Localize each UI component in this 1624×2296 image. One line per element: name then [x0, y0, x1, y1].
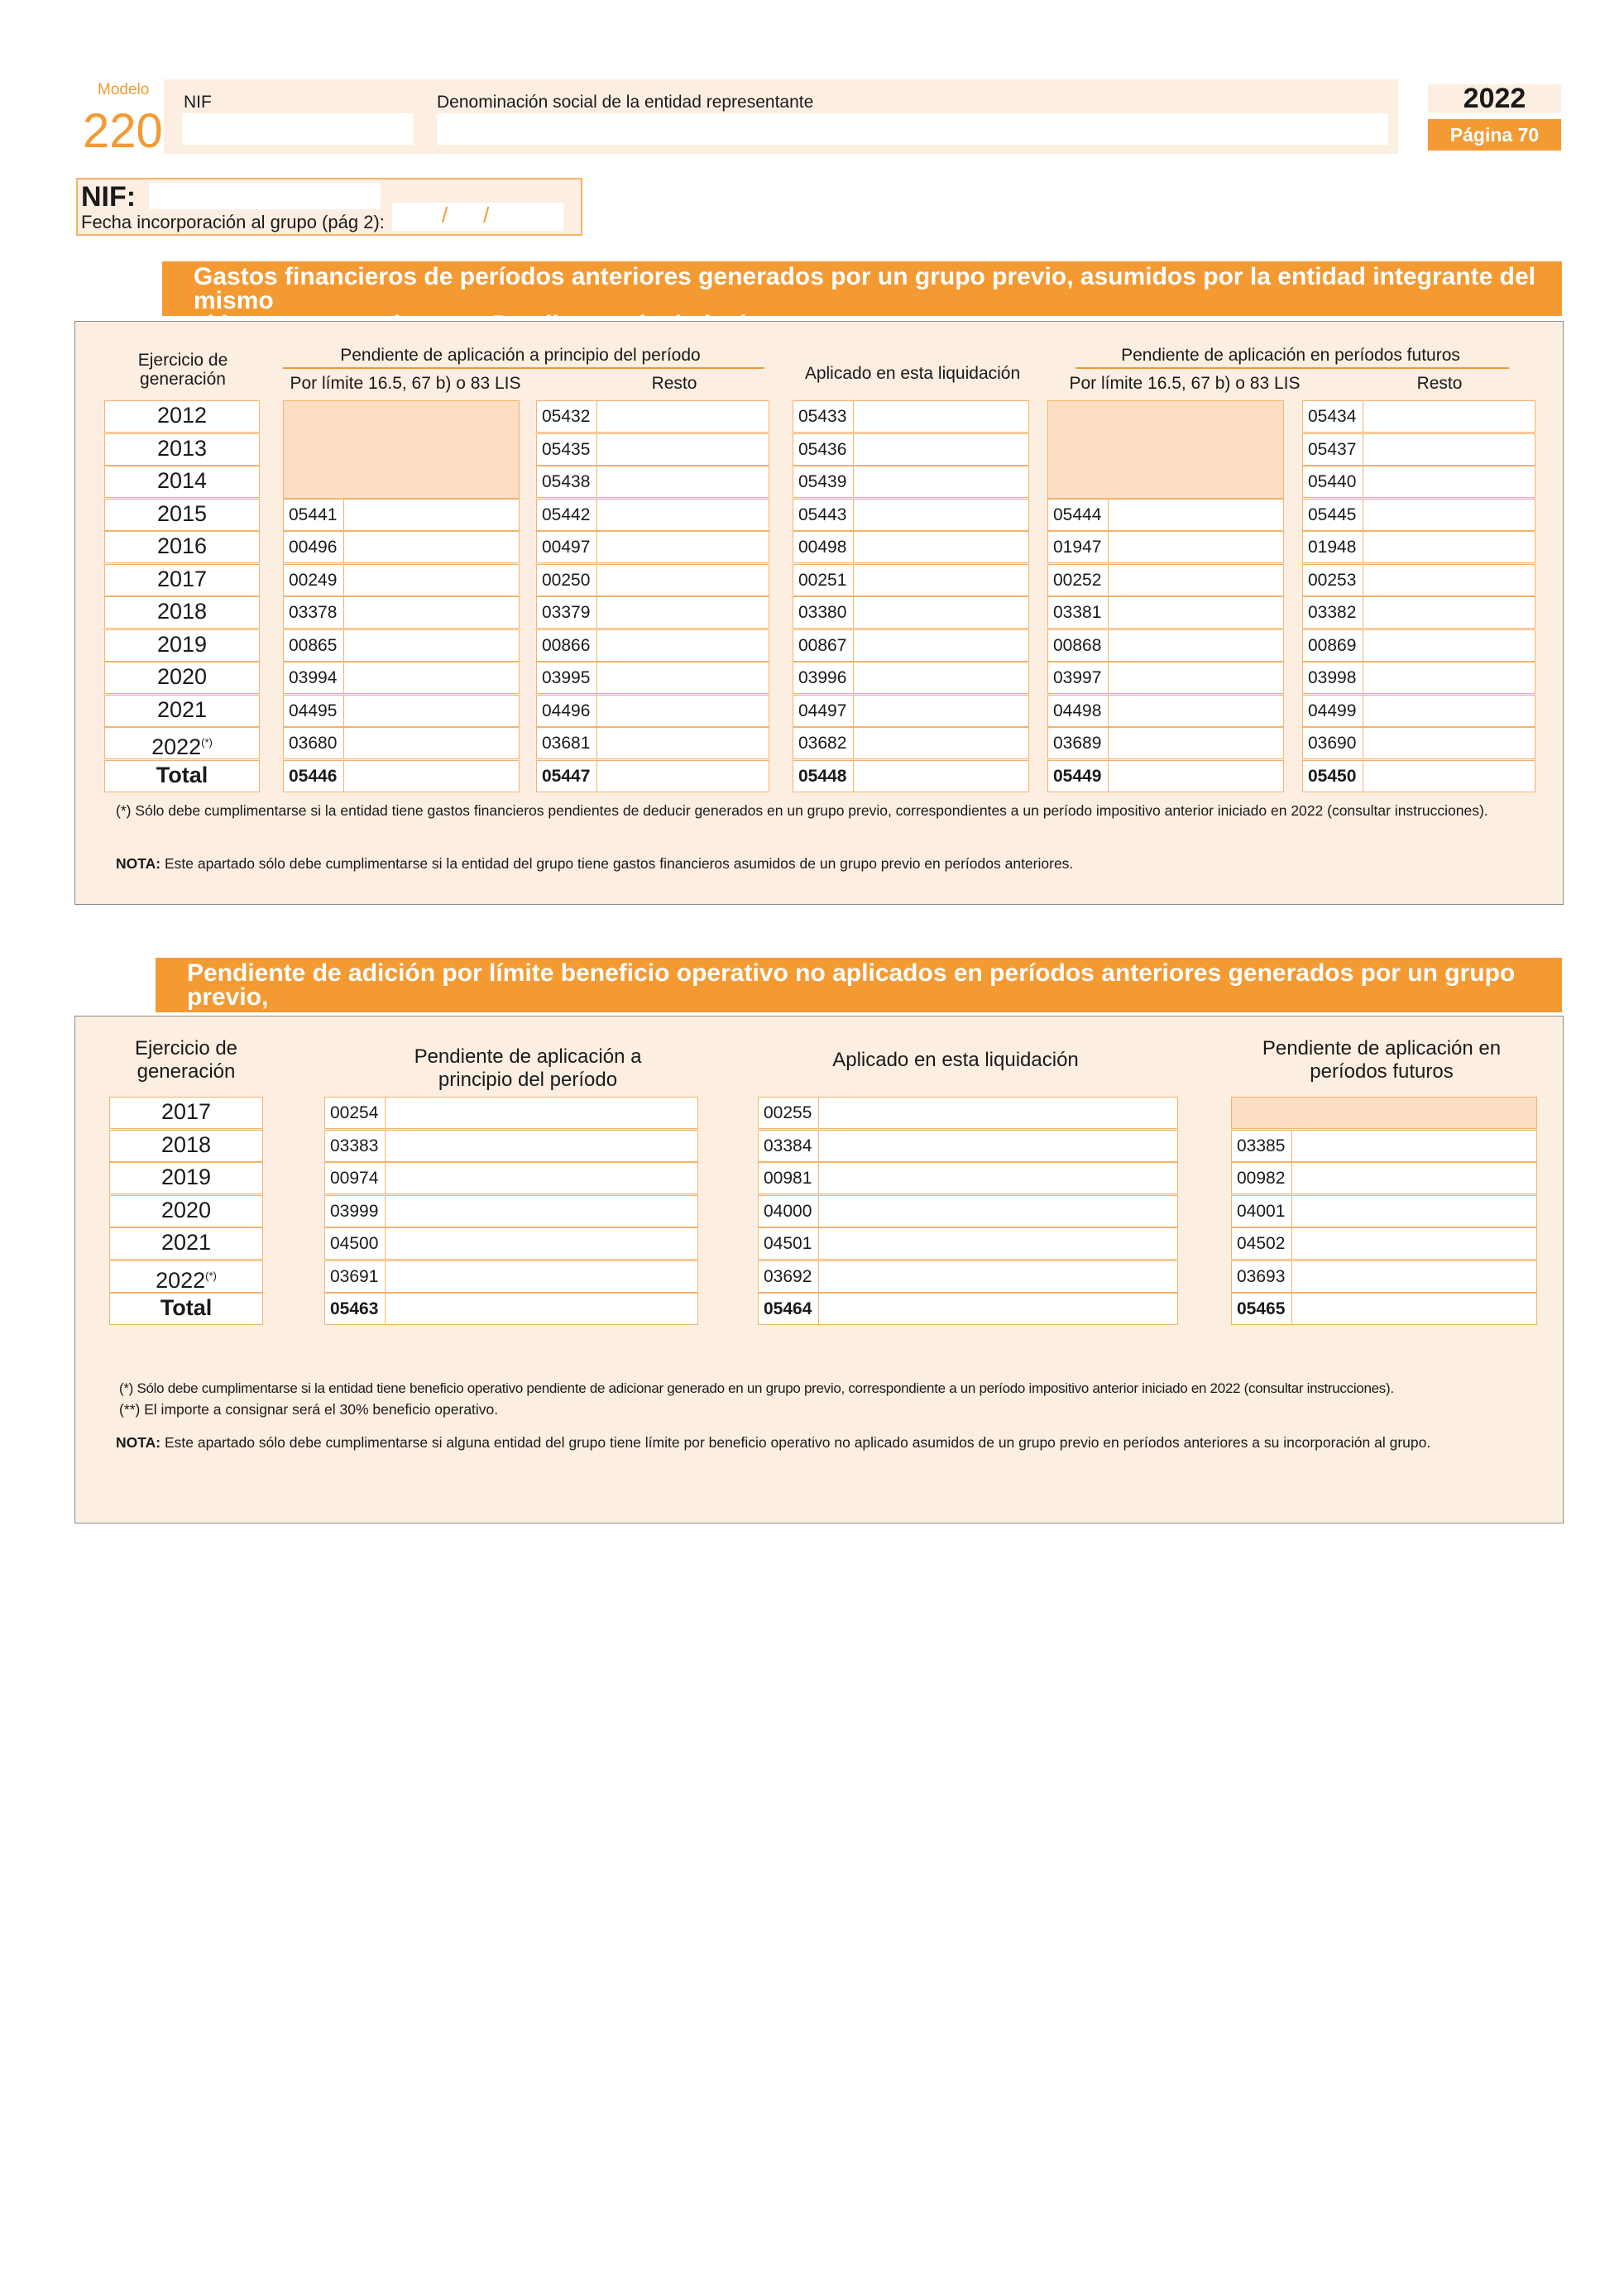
year-label	[104, 596, 260, 629]
field-code: 03378	[289, 603, 338, 622]
field-separator	[385, 1228, 386, 1259]
field-code: 00496	[289, 538, 338, 557]
field-separator	[853, 597, 854, 628]
amount-field[interactable]	[536, 433, 769, 466]
field-code: 05432	[542, 407, 591, 426]
amount-field[interactable]	[324, 1162, 698, 1194]
field-code: 00498	[798, 538, 847, 557]
field-separator	[818, 1098, 819, 1128]
year-text: 2022	[151, 734, 202, 759]
year-text: 2021	[156, 697, 208, 722]
field-code: 04502	[1237, 1234, 1286, 1253]
year-text: 2015	[156, 501, 208, 526]
field-code: 05445	[1308, 505, 1357, 524]
field-code: 03383	[330, 1136, 379, 1155]
field-code: 05463	[330, 1299, 379, 1318]
nif-input[interactable]	[182, 113, 414, 145]
date-sep: /	[442, 203, 448, 227]
field-separator	[1291, 1261, 1292, 1292]
amount-field[interactable]	[1231, 1162, 1537, 1194]
amount-field[interactable]	[793, 531, 1029, 563]
field-separator	[818, 1163, 819, 1193]
total-label	[109, 1293, 263, 1325]
s2-nota-text: Este apartado sólo debe cumplimentarse si alguna entidad del grupo tiene límite por beneficio operativo no aplicado asumidos de un grupo previo en períodos anteriores a su incorporación al grupo.	[160, 1434, 1431, 1451]
amount-field[interactable]	[793, 499, 1029, 531]
amount-field[interactable]	[283, 662, 520, 694]
field-separator	[853, 532, 854, 562]
field-code: 05440	[1308, 472, 1357, 491]
amount-field[interactable]	[536, 466, 769, 498]
s1-group2-sub2: Resto	[1416, 374, 1463, 393]
year-label	[104, 695, 260, 727]
field-separator	[853, 401, 854, 432]
field-code: 05448	[798, 767, 847, 786]
amount-field[interactable]	[1302, 596, 1535, 629]
amount-field[interactable]	[1302, 531, 1535, 563]
nif-box-label: NIF:	[81, 181, 137, 213]
year-text: 2016	[156, 533, 208, 558]
amount-field[interactable]	[793, 695, 1029, 727]
field-separator	[1108, 662, 1109, 693]
amount-field[interactable]	[1047, 727, 1284, 759]
field-code: 03995	[542, 668, 591, 687]
amount-field[interactable]	[1047, 760, 1284, 792]
field-code: 03998	[1308, 668, 1357, 687]
year-label	[104, 466, 260, 498]
field-code: 05465	[1237, 1299, 1286, 1318]
field-code: 05434	[1308, 407, 1357, 426]
fecha-label: Fecha incorporación al grupo (pág 2):	[81, 212, 385, 232]
amount-field[interactable]	[283, 596, 520, 629]
field-code: 04000	[764, 1202, 812, 1221]
amount-field[interactable]	[324, 1195, 698, 1227]
field-separator	[818, 1294, 819, 1324]
section1-title	[162, 261, 1562, 316]
field-separator	[385, 1131, 386, 1161]
amount-field[interactable]	[1047, 629, 1284, 662]
amount-field[interactable]	[1302, 662, 1535, 694]
s1-group1-sub2: Resto	[651, 374, 697, 393]
field-code: 05435	[542, 440, 591, 459]
field-code: 00253	[1308, 571, 1357, 590]
field-separator	[343, 500, 344, 530]
s2-col2: Aplicado en esta liquidación	[832, 1049, 1079, 1071]
s2-note1: (*) Sólo debe cumplimentarse si la entidad tiene beneficio operativo pendiente de adicionar generado en un grupo previo, correspondiente a un período impositivo anterior iniciado en 2022 (consultar instrucciones).	[119, 1380, 1394, 1396]
footnote-mark: (*)	[201, 736, 213, 749]
field-code: 04500	[330, 1234, 379, 1253]
amount-field[interactable]	[283, 629, 520, 662]
field-code: 03691	[330, 1267, 379, 1286]
amount-field[interactable]	[1047, 596, 1284, 629]
field-separator	[596, 565, 597, 596]
field-code: 05443	[798, 505, 847, 524]
field-separator	[343, 630, 344, 661]
field-separator	[1108, 728, 1109, 758]
field-code: 03680	[289, 734, 338, 753]
field-code: 05441	[289, 505, 338, 524]
disabled-area	[1047, 400, 1284, 499]
field-code: 00982	[1237, 1169, 1286, 1188]
amount-field[interactable]	[1302, 433, 1535, 466]
field-separator	[343, 597, 344, 628]
field-code: 03379	[542, 603, 591, 622]
disabled-area	[1231, 1097, 1537, 1129]
amount-field[interactable]	[793, 760, 1029, 792]
amount-field[interactable]	[758, 1130, 1178, 1162]
field-code: 05442	[542, 505, 591, 524]
modelo-label: Modelo	[98, 81, 150, 98]
field-code: 04498	[1053, 701, 1102, 720]
s2-col-ejercicio: Ejercicio de generación	[134, 1037, 238, 1083]
field-code: 01947	[1053, 538, 1102, 557]
year-label	[109, 1162, 263, 1194]
field-code: 03999	[330, 1202, 379, 1221]
field-separator	[596, 761, 597, 792]
field-separator	[1108, 696, 1109, 726]
field-separator	[343, 565, 344, 596]
amount-field[interactable]	[758, 1227, 1178, 1260]
s1-group2-sub1: Por límite 16.5, 67 b) o 83 LIS	[1069, 374, 1301, 393]
s1-group1-header: Pendiente de aplicación a principio del período	[340, 346, 701, 365]
amount-field[interactable]	[793, 727, 1029, 759]
denominacion-label: Denominación social de la entidad representante	[437, 93, 814, 112]
date-sep: /	[483, 203, 490, 227]
field-separator	[818, 1228, 819, 1259]
amount-field[interactable]	[758, 1195, 1178, 1227]
field-code: 00252	[1053, 571, 1102, 590]
amount-field[interactable]	[1302, 564, 1535, 596]
field-code: 00250	[542, 571, 591, 590]
amount-field[interactable]	[1231, 1130, 1537, 1162]
field-code: 05449	[1053, 767, 1102, 786]
amount-field[interactable]	[793, 596, 1029, 629]
field-separator	[1291, 1131, 1292, 1161]
year-text: 2020	[160, 1198, 212, 1222]
field-code: 03382	[1308, 603, 1357, 622]
field-separator	[1291, 1163, 1292, 1193]
field-separator	[385, 1098, 386, 1128]
field-separator	[853, 761, 854, 792]
field-separator	[853, 565, 854, 596]
amount-field[interactable]	[793, 662, 1029, 694]
nif-label: NIF	[184, 93, 212, 112]
footnote-mark: (*)	[205, 1270, 217, 1282]
total-label	[104, 760, 260, 792]
amount-field[interactable]	[793, 629, 1029, 662]
modelo-number: 220	[83, 104, 163, 158]
s1-nota	[116, 854, 1539, 874]
field-code: 03385	[1237, 1136, 1286, 1155]
field-code: 05464	[764, 1299, 812, 1318]
field-code: 05439	[798, 472, 847, 491]
field-code: 00251	[798, 571, 847, 590]
year-label: 2022	[1428, 84, 1561, 112]
field-code: 03690	[1308, 734, 1357, 753]
field-code: 00869	[1308, 636, 1357, 655]
section2-title	[156, 958, 1562, 1012]
amount-field[interactable]	[1047, 499, 1284, 531]
field-separator	[853, 466, 854, 497]
field-separator	[596, 728, 597, 758]
field-code: 00974	[330, 1169, 379, 1188]
field-code: 00867	[798, 636, 847, 655]
amount-field[interactable]	[1302, 466, 1535, 498]
field-code: 04496	[542, 701, 591, 720]
field-code: 05438	[542, 472, 591, 491]
field-separator	[1108, 565, 1109, 596]
year-text: 2013	[156, 436, 208, 461]
field-separator	[1108, 761, 1109, 792]
amount-field[interactable]	[1302, 760, 1535, 792]
field-separator	[343, 761, 344, 792]
field-code: 03384	[764, 1136, 812, 1155]
field-code: 04001	[1237, 1202, 1286, 1221]
amount-field[interactable]	[324, 1097, 698, 1129]
field-separator	[818, 1261, 819, 1292]
s2-col3: Pendiente de aplicación en períodos futuros	[1262, 1037, 1502, 1083]
section2-title-line1: Pendiente de adición por límite beneficio operativo no aplicados en períodos anteriores generados por un grupo previo,	[187, 959, 1516, 1011]
amount-field[interactable]	[1302, 499, 1535, 531]
fecha-input[interactable]	[392, 203, 563, 231]
year-label	[109, 1195, 263, 1227]
header-box	[164, 79, 1398, 154]
s1-group2-line	[1075, 367, 1509, 369]
field-code: 03997	[1053, 668, 1102, 687]
field-separator	[853, 434, 854, 465]
field-separator	[853, 630, 854, 661]
field-separator	[1291, 1228, 1292, 1259]
field-separator	[385, 1294, 386, 1324]
year-text: Total	[160, 1295, 213, 1320]
year-text: 2017	[160, 1099, 212, 1124]
field-separator	[596, 696, 597, 726]
amount-field[interactable]	[536, 499, 769, 531]
field-code: 03380	[798, 603, 847, 622]
amount-field[interactable]	[758, 1162, 1178, 1194]
amount-field[interactable]	[1302, 727, 1535, 759]
year-label	[109, 1130, 263, 1162]
field-separator	[596, 466, 597, 497]
amount-field[interactable]	[283, 499, 520, 531]
amount-field[interactable]	[1231, 1227, 1537, 1260]
field-code: 00865	[289, 636, 338, 655]
amount-field[interactable]	[283, 727, 520, 759]
field-separator	[596, 662, 597, 693]
amount-field[interactable]	[793, 400, 1029, 433]
field-code: 05436	[798, 440, 847, 459]
amount-field[interactable]	[793, 466, 1029, 498]
amount-field[interactable]	[1231, 1260, 1537, 1293]
amount-field[interactable]	[536, 662, 769, 694]
year-label	[109, 1227, 263, 1260]
s1-note1: (*) Sólo debe cumplimentarse si la entidad tiene gastos financieros pendientes de deducir generados en un grupo previo, correspondientes a un período impositivo anterior iniciado en 2022 (consultar instrucciones).	[116, 802, 1488, 819]
amount-field[interactable]	[1231, 1195, 1537, 1227]
field-separator	[596, 532, 597, 562]
field-separator	[596, 401, 597, 432]
year-label	[109, 1097, 263, 1129]
year-text: 2017	[156, 567, 208, 591]
field-separator	[343, 662, 344, 693]
field-code: 05437	[1308, 440, 1357, 459]
field-separator	[1108, 630, 1109, 661]
s1-col-aplicado: Aplicado en esta liquidación	[804, 364, 1021, 383]
year-label	[104, 662, 260, 694]
field-code: 00868	[1053, 636, 1102, 655]
field-code: 03996	[798, 668, 847, 687]
year-label	[104, 727, 260, 759]
amount-field[interactable]	[1047, 662, 1284, 694]
amount-field[interactable]	[793, 433, 1029, 466]
amount-field[interactable]	[283, 564, 520, 596]
year-label	[104, 629, 260, 662]
amount-field[interactable]	[536, 400, 769, 433]
field-code: 04495	[289, 701, 338, 720]
field-code: 05433	[798, 407, 847, 426]
amount-field[interactable]	[283, 531, 520, 563]
field-code: 00866	[542, 636, 591, 655]
field-code: 03692	[764, 1267, 812, 1286]
field-code: 03994	[289, 668, 338, 687]
field-separator	[853, 696, 854, 726]
year-text: 2019	[160, 1165, 212, 1189]
field-separator	[596, 500, 597, 530]
field-separator	[1291, 1196, 1292, 1227]
field-code: 00497	[542, 538, 591, 557]
field-separator	[596, 434, 597, 465]
amount-field[interactable]	[758, 1293, 1178, 1325]
field-code: 00255	[764, 1103, 812, 1122]
denominacion-input[interactable]	[437, 113, 1388, 145]
field-code: 04501	[764, 1234, 812, 1253]
field-separator	[343, 532, 344, 562]
s2-nota-label: NOTA:	[116, 1434, 161, 1451]
amount-field[interactable]	[324, 1227, 698, 1260]
field-separator	[385, 1261, 386, 1292]
year-label	[109, 1260, 263, 1293]
field-code: 01948	[1308, 538, 1357, 557]
amount-field[interactable]	[1231, 1293, 1537, 1325]
field-separator	[818, 1131, 819, 1161]
amount-field[interactable]	[1047, 564, 1284, 596]
page-label: Página 70 NIF2	[1428, 119, 1561, 151]
amount-field[interactable]	[536, 695, 769, 727]
field-separator	[385, 1163, 386, 1193]
amount-field[interactable]	[536, 531, 769, 563]
amount-field[interactable]	[536, 596, 769, 629]
field-separator	[385, 1196, 386, 1227]
amount-field[interactable]	[324, 1293, 698, 1325]
amount-field[interactable]	[1302, 695, 1535, 727]
year-text: 2021	[160, 1230, 212, 1255]
field-separator	[1108, 597, 1109, 628]
field-code: 00981	[764, 1169, 812, 1188]
year-text: 2020	[156, 664, 208, 689]
field-separator	[1108, 532, 1109, 562]
s1-col-ejercicio: Ejercicio de generación	[137, 351, 228, 389]
s2-note2: (**) El importe a consignar será el 30% beneficio operativo.	[119, 1401, 499, 1418]
amount-field[interactable]	[793, 564, 1029, 596]
field-separator	[1108, 500, 1109, 530]
field-separator	[853, 500, 854, 530]
year-text: 2018	[160, 1132, 212, 1157]
year-label	[104, 400, 260, 433]
year-label	[104, 499, 260, 531]
year-text: 2018	[156, 599, 208, 624]
s1-nota-text: Este apartado sólo debe cumplimentarse si la entidad del grupo tiene gastos financieros asumidos de un grupo previo en períodos anteriores.	[160, 855, 1074, 872]
amount-field[interactable]	[324, 1260, 698, 1293]
year-text: 2019	[156, 632, 208, 657]
amount-field[interactable]	[324, 1130, 698, 1162]
s1-nota-label: NOTA:	[116, 855, 161, 872]
amount-field[interactable]	[536, 727, 769, 759]
s1-group1-line	[283, 367, 764, 369]
nif-box-input[interactable]	[149, 183, 381, 209]
amount-field[interactable]	[1047, 695, 1284, 727]
s2-col1: Pendiente de aplicación a principio del período	[414, 1045, 642, 1091]
amount-field[interactable]	[1302, 629, 1535, 662]
amount-field[interactable]	[1047, 531, 1284, 563]
field-code: 03693	[1237, 1267, 1286, 1286]
amount-field[interactable]	[536, 760, 769, 792]
field-separator	[343, 696, 344, 726]
field-code: 04499	[1308, 701, 1357, 720]
amount-field[interactable]	[283, 695, 520, 727]
field-code: 05447	[542, 767, 591, 786]
field-separator	[818, 1196, 819, 1227]
section1-title-line1: Gastos financieros de períodos anteriores generados por un grupo previo, asumidos por la entidad integrante del mismo	[194, 263, 1535, 314]
year-text: 2014	[156, 468, 208, 493]
year-text: 2022	[156, 1268, 206, 1293]
field-separator	[1291, 1294, 1292, 1324]
field-code: 05450	[1308, 767, 1357, 786]
field-code: 05446	[289, 767, 338, 786]
amount-field[interactable]	[1302, 400, 1535, 433]
field-code: 00249	[289, 571, 338, 590]
field-code: 03381	[1053, 603, 1102, 622]
field-separator	[343, 728, 344, 758]
amount-field[interactable]	[758, 1260, 1178, 1293]
amount-field[interactable]	[758, 1097, 1178, 1129]
field-separator	[596, 630, 597, 661]
year-label	[104, 433, 260, 466]
s1-group1-sub1: Por límite 16.5, 67 b) o 83 LIS	[290, 374, 521, 393]
amount-field[interactable]	[536, 564, 769, 596]
field-separator	[596, 597, 597, 628]
year-label	[104, 531, 260, 563]
field-code: 00254	[330, 1103, 379, 1122]
field-code: 04497	[798, 701, 847, 720]
field-separator	[853, 662, 854, 693]
field-code: 03682	[798, 734, 847, 753]
s2-nota	[116, 1433, 1489, 1453]
amount-field[interactable]	[283, 760, 520, 792]
year-text: Total	[156, 763, 208, 787]
s1-group2-header: Pendiente de aplicación en períodos futuros	[1121, 346, 1460, 365]
year-text: 2012	[156, 403, 208, 428]
amount-field[interactable]	[536, 629, 769, 662]
field-code: 03689	[1053, 734, 1102, 753]
field-code: 05444	[1053, 505, 1102, 524]
disabled-area	[283, 400, 520, 499]
field-code: 03681	[542, 734, 591, 753]
year-label	[104, 564, 260, 596]
field-separator	[853, 728, 854, 758]
